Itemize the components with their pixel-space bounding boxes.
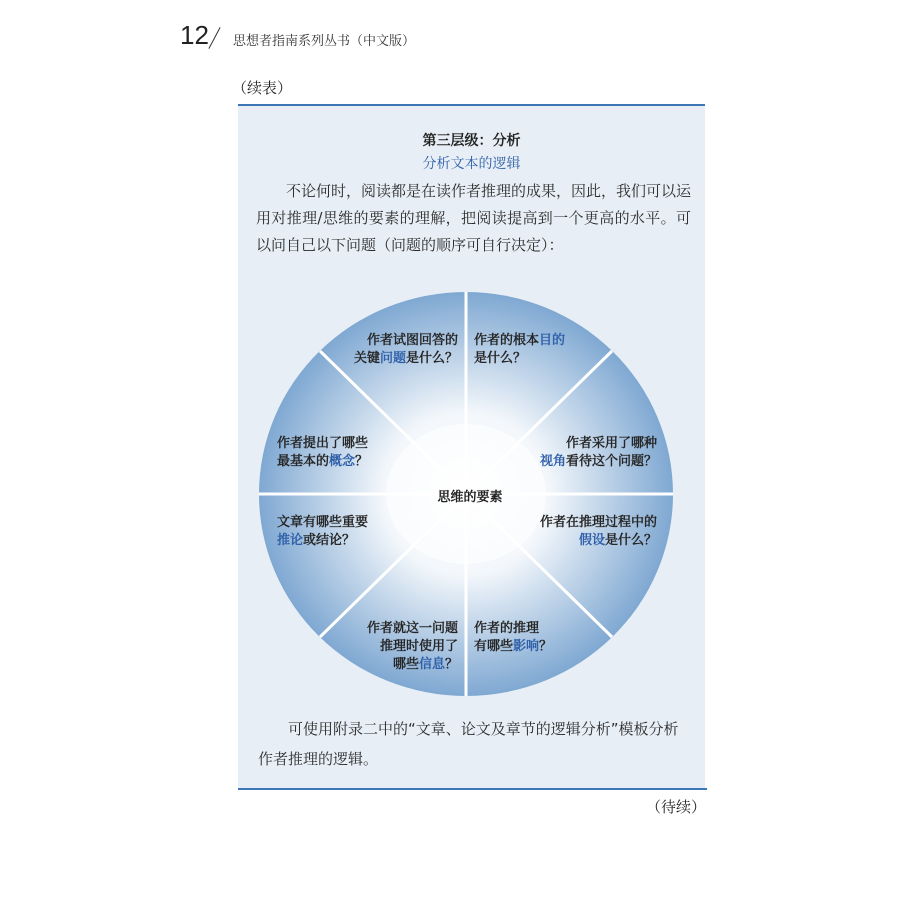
segment-concepts: 作者提出了哪些 最基本的概念？ xyxy=(277,436,369,469)
book-title: 思想者指南系列丛书（中文版） xyxy=(233,34,416,49)
wheel-center-label: 思维的要素 xyxy=(437,490,503,505)
section-subtitle: 分析文本的逻辑 xyxy=(422,156,521,172)
intro-paragraph: 不论何时，阅读都是在读作者推理的成果，因此，我们可以运用对推理/思维的要素的理解，把阅读提高到一个更高的水平。可以问自己以下问题（问题的顺序可自行决定）： xyxy=(256,182,692,254)
segment-assumptions: 作者在推理过程中的 假设是什么？ xyxy=(539,515,657,548)
page-number: 12 xyxy=(180,20,209,50)
segment-implications: 作者的推理 有哪些影响？ xyxy=(474,621,553,654)
segment-point-of-view: 作者采用了哪种 视角看待这个问题？ xyxy=(539,436,657,469)
segment-question: 作者试图回答的 关键问题是什么？ xyxy=(353,333,458,366)
continued-label: （续表） xyxy=(232,79,293,97)
segment-inferences: 文章有哪些重要 推论或结论？ xyxy=(277,515,369,548)
footer-note: 可使用附录二中的“文章、论文及章节的逻辑分析”模板分析作者推理的逻辑。 xyxy=(258,720,679,768)
segment-purpose: 作者的根本目的 是什么？ xyxy=(474,333,566,366)
header-divider xyxy=(208,27,220,49)
to-be-continued-label: （待续） xyxy=(646,798,707,816)
table-bottom-rule xyxy=(238,788,707,790)
level-title: 第三层级：分析 xyxy=(422,133,521,149)
segment-information: 作者就这一问题 推理时使用了 哪些信息？ xyxy=(366,621,458,672)
